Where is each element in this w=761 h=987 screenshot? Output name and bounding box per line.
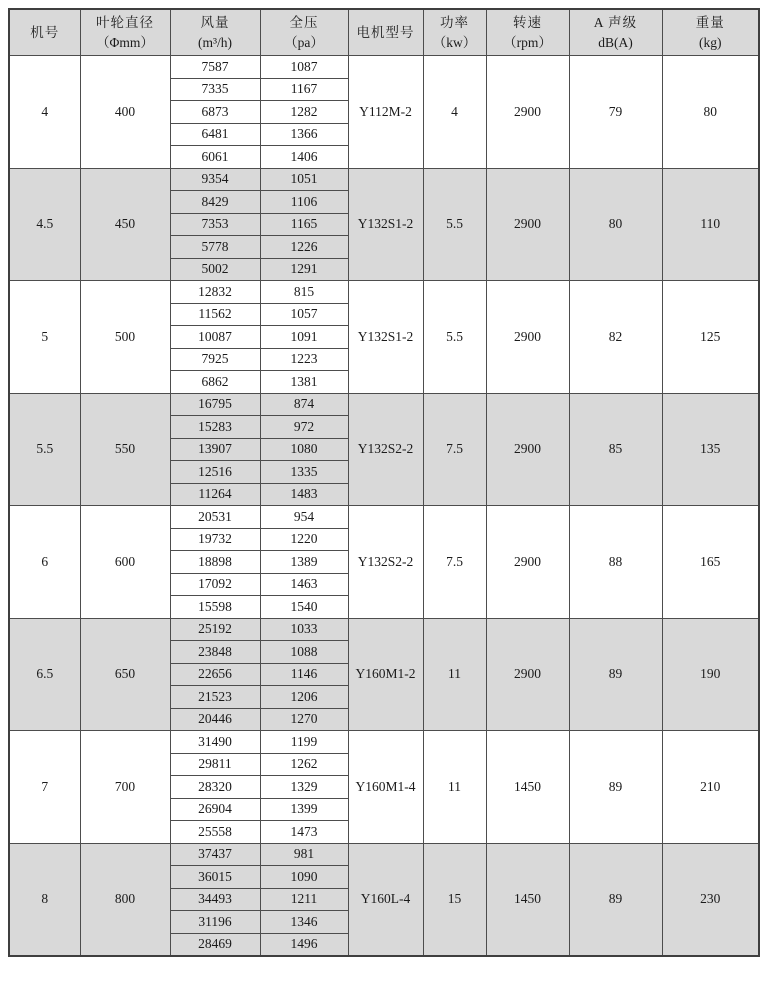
header-power: [423, 9, 486, 56]
motor-model-cell: Y132S2-2: [348, 506, 423, 619]
airflow-cell: 23848: [170, 641, 260, 664]
header-weight-label: 重量: [695, 14, 725, 30]
airflow-cell: 7335: [170, 78, 260, 101]
pressure-cell: 1463: [260, 573, 348, 596]
model-no-cell: 4.5: [9, 168, 80, 281]
pressure-cell: 1167: [260, 78, 348, 101]
airflow-cell: 19732: [170, 528, 260, 551]
motor-model-cell: Y160M1-4: [348, 731, 423, 844]
noise-cell: 89: [569, 843, 662, 956]
pressure-cell: 1291: [260, 258, 348, 281]
power-cell: 5.5: [423, 281, 486, 394]
table-header: [9, 9, 759, 56]
pressure-cell: 1051: [260, 168, 348, 191]
pressure-cell: 1057: [260, 303, 348, 326]
table-row: [9, 731, 759, 754]
airflow-cell: 11562: [170, 303, 260, 326]
weight-cell: 125: [662, 281, 759, 394]
diameter-cell: 650: [80, 618, 170, 731]
pressure-cell: 1226: [260, 236, 348, 259]
header-total-pressure: [260, 9, 348, 56]
speed-cell: 2900: [486, 393, 569, 506]
pressure-cell: 1282: [260, 101, 348, 124]
weight-cell: 210: [662, 731, 759, 844]
pressure-cell: 1540: [260, 596, 348, 619]
header-total-pressure-unit: （pa）: [284, 34, 324, 50]
pressure-cell: 1165: [260, 213, 348, 236]
diameter-cell: 500: [80, 281, 170, 394]
airflow-cell: 22656: [170, 663, 260, 686]
model-no-cell: 7: [9, 731, 80, 844]
airflow-cell: 6481: [170, 123, 260, 146]
diameter-cell: 400: [80, 56, 170, 169]
airflow-cell: 10087: [170, 326, 260, 349]
header-noise-level-label: A 声级: [593, 14, 638, 30]
motor-model-cell: Y132S1-2: [348, 168, 423, 281]
speed-cell: 1450: [486, 843, 569, 956]
airflow-cell: 9354: [170, 168, 260, 191]
airflow-cell: 37437: [170, 843, 260, 866]
power-cell: 11: [423, 731, 486, 844]
airflow-cell: 15598: [170, 596, 260, 619]
noise-cell: 89: [569, 618, 662, 731]
pressure-cell: 1389: [260, 551, 348, 574]
model-no-cell: 8: [9, 843, 80, 956]
header-noise-level: [569, 9, 662, 56]
noise-cell: 79: [569, 56, 662, 169]
speed-cell: 1450: [486, 731, 569, 844]
table-row: [9, 618, 759, 641]
airflow-cell: 6873: [170, 101, 260, 124]
diameter-cell: 550: [80, 393, 170, 506]
airflow-cell: 20446: [170, 708, 260, 731]
table-row: [9, 281, 759, 304]
speed-cell: 2900: [486, 281, 569, 394]
speed-cell: 2900: [486, 56, 569, 169]
airflow-cell: 6862: [170, 371, 260, 394]
motor-model-cell: Y160L-4: [348, 843, 423, 956]
airflow-cell: 34493: [170, 888, 260, 911]
motor-model-cell: Y132S1-2: [348, 281, 423, 394]
diameter-cell: 800: [80, 843, 170, 956]
motor-model-cell: Y112M-2: [348, 56, 423, 169]
airflow-cell: 25558: [170, 821, 260, 844]
model-no-cell: 5.5: [9, 393, 80, 506]
airflow-cell: 26904: [170, 798, 260, 821]
pressure-cell: 1406: [260, 146, 348, 169]
power-cell: 5.5: [423, 168, 486, 281]
pressure-cell: 1106: [260, 191, 348, 214]
header-weight: [662, 9, 759, 56]
header-speed-label: 转速: [513, 14, 542, 30]
airflow-cell: 7925: [170, 348, 260, 371]
airflow-cell: 31196: [170, 911, 260, 934]
airflow-cell: 15283: [170, 416, 260, 439]
header-impeller-diameter-label: 叶轮直径: [96, 14, 154, 30]
header-power-label: 功率: [440, 14, 469, 30]
pressure-cell: 1496: [260, 933, 348, 956]
power-cell: 11: [423, 618, 486, 731]
airflow-cell: 13907: [170, 438, 260, 461]
model-no-cell: 6.5: [9, 618, 80, 731]
header-airflow-unit: (m³/h): [197, 34, 233, 50]
weight-cell: 110: [662, 168, 759, 281]
weight-cell: 190: [662, 618, 759, 731]
table-row: [9, 168, 759, 191]
pressure-cell: 1473: [260, 821, 348, 844]
pressure-cell: 1483: [260, 483, 348, 506]
pressure-cell: 1091: [260, 326, 348, 349]
airflow-cell: 25192: [170, 618, 260, 641]
speed-cell: 2900: [486, 506, 569, 619]
weight-cell: 135: [662, 393, 759, 506]
pressure-cell: 1270: [260, 708, 348, 731]
pressure-cell: 1335: [260, 461, 348, 484]
weight-cell: 230: [662, 843, 759, 956]
header-noise-level-unit: dB(A): [598, 34, 633, 50]
pressure-cell: 1329: [260, 776, 348, 799]
noise-cell: 89: [569, 731, 662, 844]
diameter-cell: 450: [80, 168, 170, 281]
fan-spec-table: [8, 8, 760, 957]
pressure-cell: 1346: [260, 911, 348, 934]
noise-cell: 88: [569, 506, 662, 619]
header-airflow: [170, 9, 260, 56]
pressure-cell: 1223: [260, 348, 348, 371]
airflow-cell: 5002: [170, 258, 260, 281]
table-row: [9, 56, 759, 79]
weight-cell: 80: [662, 56, 759, 169]
pressure-cell: 1220: [260, 528, 348, 551]
airflow-cell: 17092: [170, 573, 260, 596]
table-row: [9, 506, 759, 529]
header-model-no-label: 机号: [30, 24, 60, 40]
airflow-cell: 28469: [170, 933, 260, 956]
airflow-cell: 18898: [170, 551, 260, 574]
model-no-cell: 5: [9, 281, 80, 394]
motor-model-cell: Y132S2-2: [348, 393, 423, 506]
airflow-cell: 31490: [170, 731, 260, 754]
pressure-cell: 1146: [260, 663, 348, 686]
motor-model-cell: Y160M1-2: [348, 618, 423, 731]
airflow-cell: 8429: [170, 191, 260, 214]
pressure-cell: 954: [260, 506, 348, 529]
pressure-cell: 981: [260, 843, 348, 866]
header-row: [9, 9, 759, 56]
header-total-pressure-label: 全压: [289, 14, 319, 30]
speed-cell: 2900: [486, 618, 569, 731]
header-motor-model-label: 电机型号: [356, 24, 415, 40]
airflow-cell: 5778: [170, 236, 260, 259]
diameter-cell: 700: [80, 731, 170, 844]
airflow-cell: 11264: [170, 483, 260, 506]
pressure-cell: 1080: [260, 438, 348, 461]
table-row: [9, 393, 759, 416]
header-impeller-diameter: [80, 9, 170, 56]
noise-cell: 80: [569, 168, 662, 281]
header-speed: [486, 9, 569, 56]
pressure-cell: 815: [260, 281, 348, 304]
pressure-cell: 874: [260, 393, 348, 416]
airflow-cell: 7587: [170, 56, 260, 79]
header-motor-model: [348, 9, 423, 56]
header-weight-unit: (kg): [699, 34, 722, 50]
header-model-no: [9, 9, 80, 56]
airflow-cell: 28320: [170, 776, 260, 799]
pressure-cell: 1090: [260, 866, 348, 889]
power-cell: 15: [423, 843, 486, 956]
weight-cell: 165: [662, 506, 759, 619]
header-speed-unit: （rpm）: [503, 34, 552, 50]
pressure-cell: 1033: [260, 618, 348, 641]
airflow-cell: 7353: [170, 213, 260, 236]
airflow-cell: 12832: [170, 281, 260, 304]
pressure-cell: 1211: [260, 888, 348, 911]
speed-cell: 2900: [486, 168, 569, 281]
airflow-cell: 12516: [170, 461, 260, 484]
pressure-cell: 972: [260, 416, 348, 439]
noise-cell: 85: [569, 393, 662, 506]
noise-cell: 82: [569, 281, 662, 394]
power-cell: 7.5: [423, 506, 486, 619]
airflow-cell: 20531: [170, 506, 260, 529]
airflow-cell: 21523: [170, 686, 260, 709]
pressure-cell: 1087: [260, 56, 348, 79]
pressure-cell: 1088: [260, 641, 348, 664]
power-cell: 7.5: [423, 393, 486, 506]
airflow-cell: 36015: [170, 866, 260, 889]
power-cell: 4: [423, 56, 486, 169]
airflow-cell: 29811: [170, 753, 260, 776]
model-no-cell: 4: [9, 56, 80, 169]
header-impeller-diameter-unit: （Φmm）: [96, 34, 154, 50]
table-body: [9, 56, 759, 957]
model-no-cell: 6: [9, 506, 80, 619]
pressure-cell: 1366: [260, 123, 348, 146]
airflow-cell: 16795: [170, 393, 260, 416]
diameter-cell: 600: [80, 506, 170, 619]
header-airflow-label: 风量: [200, 14, 230, 30]
header-power-unit: （kw）: [432, 34, 477, 50]
pressure-cell: 1381: [260, 371, 348, 394]
table-row: [9, 843, 759, 866]
pressure-cell: 1399: [260, 798, 348, 821]
airflow-cell: 6061: [170, 146, 260, 169]
pressure-cell: 1206: [260, 686, 348, 709]
pressure-cell: 1199: [260, 731, 348, 754]
pressure-cell: 1262: [260, 753, 348, 776]
